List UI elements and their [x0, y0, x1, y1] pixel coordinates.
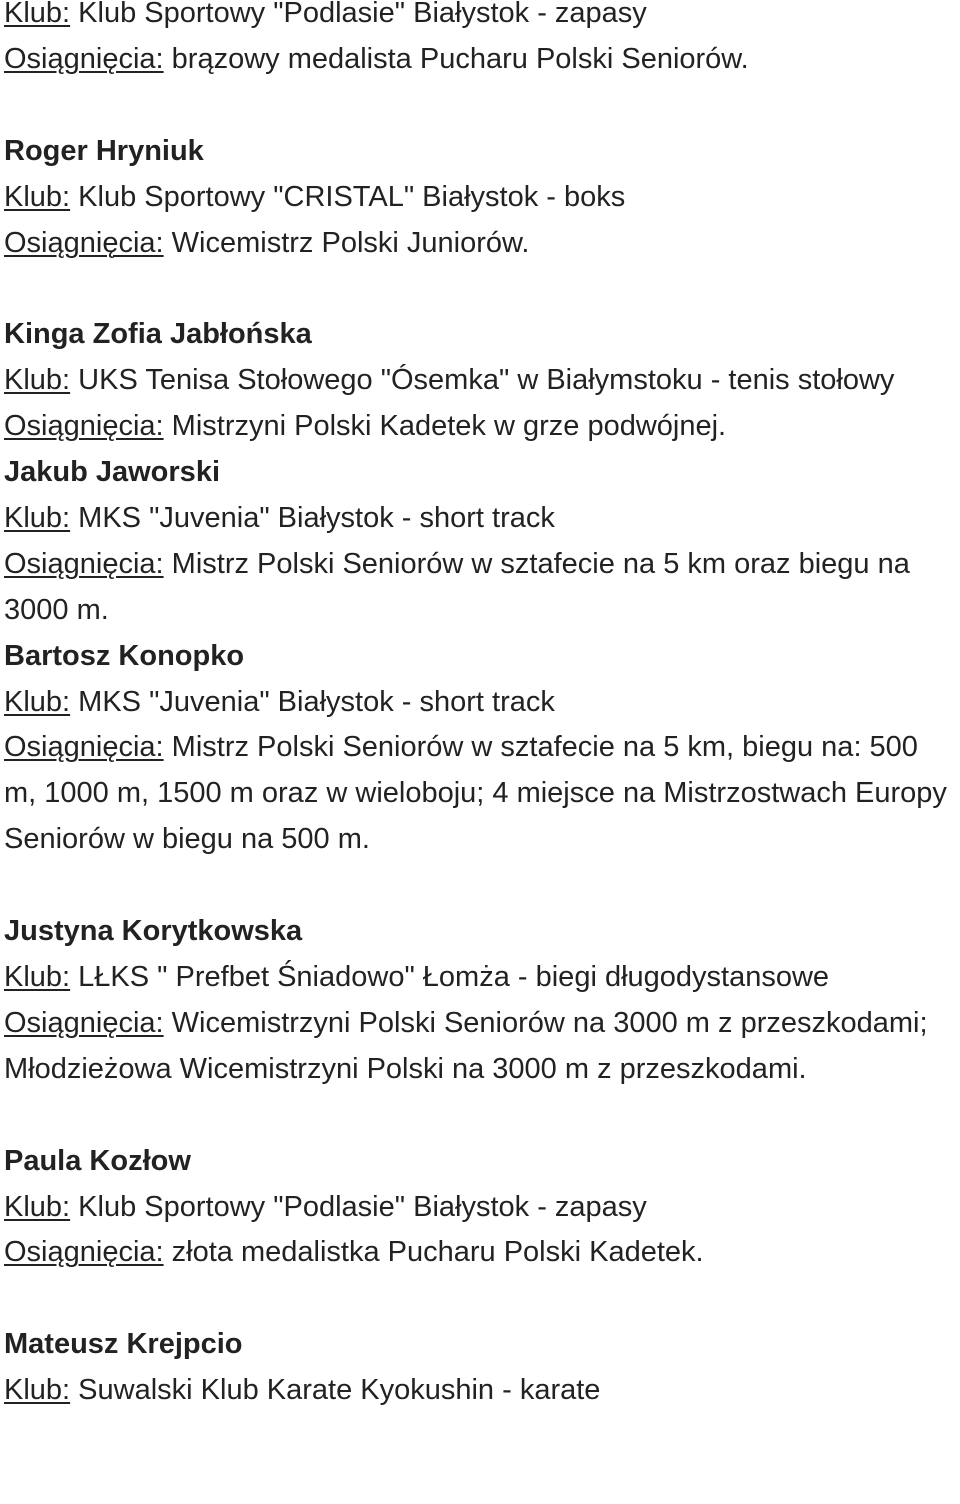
- club-value: MKS "Juvenia" Białystok - short track: [78, 685, 555, 718]
- club-value: MKS "Juvenia" Białystok - short track: [78, 501, 555, 534]
- achievements-value: Mistrz Polski Seniorów w sztafecie na 5 km oraz biegu na 3000 m.: [4, 547, 910, 626]
- achievements-value: Mistrzyni Polski Kadetek w grze podwójnej.: [171, 410, 727, 443]
- athlete-entry: [4, 909, 956, 1093]
- achievements-line: [4, 37, 956, 83]
- club-label-link[interactable]: Klub:: [4, 0, 71, 29]
- club-label-link[interactable]: Klub:: [4, 1374, 71, 1407]
- athlete-name: Justyna Korytkowska: [4, 915, 303, 948]
- club-label-link[interactable]: Klub:: [4, 180, 71, 213]
- athlete-name: Kinga Zofia Jabłońska: [4, 318, 312, 351]
- achievements-line: [4, 1230, 956, 1276]
- club-line: [4, 0, 956, 37]
- athlete-name: Bartosz Konopko: [4, 639, 245, 672]
- club-line: [4, 1368, 956, 1414]
- athlete-name: Mateusz Krejpcio: [4, 1328, 243, 1361]
- club-line: [4, 496, 956, 542]
- achievements-value: Mistrz Polski Seniorów w sztafecie na 5 km, biegu na: 500 m, 1000 m, 1500 m oraz w wieloboju; 4 miejsce na Mistrzostwach Europy Seniorów w biegu na 500 m.: [4, 731, 947, 856]
- club-label-link[interactable]: Klub:: [4, 960, 71, 993]
- athlete-entry: [4, 634, 956, 864]
- achievements-label-link[interactable]: Osiągnięcia:: [4, 226, 164, 259]
- athlete-name: Roger Hryniuk: [4, 134, 204, 167]
- achievements-label-link[interactable]: Osiągnięcia:: [4, 1236, 164, 1269]
- achievements-line: [4, 725, 956, 863]
- achievements-line: [4, 542, 956, 634]
- achievements-line: [4, 221, 956, 267]
- achievements-value: Wicemistrzyni Polski Seniorów na 3000 m z przeszkodami; Młodzieżowa Wicemistrzyni Polski na 3000 m z przeszkodami.: [4, 1006, 928, 1085]
- athlete-entry: [4, 1322, 956, 1414]
- club-label-link[interactable]: Klub:: [4, 1190, 71, 1223]
- athlete-entry: [4, 450, 956, 634]
- club-label-link[interactable]: Klub:: [4, 501, 71, 534]
- document-body: [4, 0, 956, 1414]
- club-value: LŁKS " Prefbet Śniadowo" Łomża - biegi długodystansowe: [78, 960, 830, 993]
- club-value: Klub Sportowy "Podlasie" Białystok - zapasy: [78, 1190, 647, 1223]
- achievements-line: [4, 404, 956, 450]
- achievements-label-link[interactable]: Osiągnięcia:: [4, 1006, 164, 1039]
- athlete-entry: [4, 1139, 956, 1277]
- athlete-entry: [4, 129, 956, 267]
- club-line: [4, 358, 956, 404]
- club-label-link[interactable]: Klub:: [4, 364, 71, 397]
- club-value: UKS Tenisa Stołowego "Ósemka" w Białymstoku - tenis stołowy: [78, 364, 895, 397]
- club-value: Klub Sportowy "Podlasie" Białystok - zapasy: [78, 0, 647, 29]
- achievements-label-link[interactable]: Osiągnięcia:: [4, 731, 164, 764]
- club-line: [4, 955, 956, 1001]
- athlete-entry: [4, 312, 956, 450]
- achievements-line: [4, 1001, 956, 1093]
- club-value: Suwalski Klub Karate Kyokushin - karate: [78, 1374, 601, 1407]
- athlete-name: Paula Kozłow: [4, 1144, 191, 1177]
- achievements-value: brązowy medalista Pucharu Polski Seniorów.: [171, 42, 749, 75]
- club-line: [4, 175, 956, 221]
- athlete-entry: [4, 0, 956, 83]
- achievements-label-link[interactable]: Osiągnięcia:: [4, 42, 164, 75]
- athlete-name: Jakub Jaworski: [4, 456, 220, 489]
- club-line: [4, 1185, 956, 1231]
- achievements-label-link[interactable]: Osiągnięcia:: [4, 547, 164, 580]
- achievements-value: Wicemistrz Polski Juniorów.: [171, 226, 530, 259]
- club-line: [4, 680, 956, 726]
- achievements-value: złota medalistka Pucharu Polski Kadetek.: [171, 1236, 704, 1269]
- club-label-link[interactable]: Klub:: [4, 685, 71, 718]
- achievements-label-link[interactable]: Osiągnięcia:: [4, 410, 164, 443]
- club-value: Klub Sportowy "CRISTAL" Białystok - boks: [78, 180, 626, 213]
